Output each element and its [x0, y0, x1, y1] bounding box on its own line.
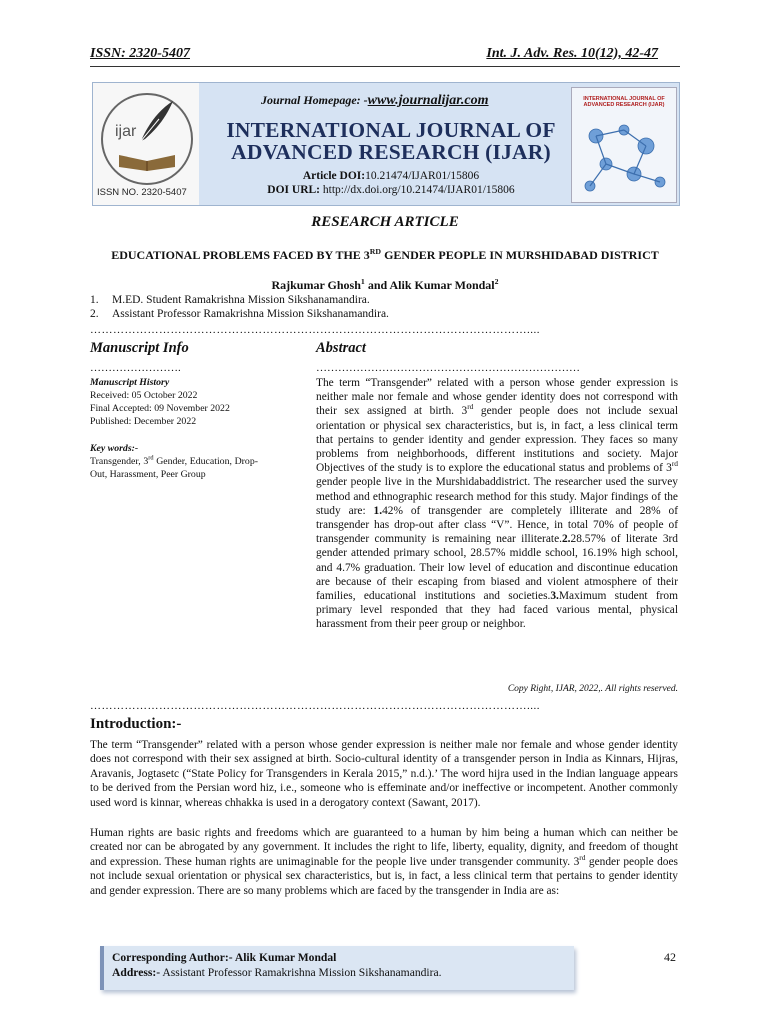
- abstract-heading: Abstract: [316, 340, 366, 356]
- introduction-paragraph-2: [90, 826, 678, 898]
- manuscript-info-heading: Manuscript Info: [90, 340, 189, 356]
- authors: [90, 278, 680, 293]
- history-heading: Manuscript History: [90, 377, 170, 388]
- doi-url-link[interactable]: http://dx.doi.org/10.21474/IJAR01/15806: [322, 184, 515, 196]
- affiliation-1: [90, 294, 370, 306]
- doi-label: Article DOI:: [302, 170, 366, 182]
- journal-title-line1: INTERNATIONAL JOURNAL OF: [226, 118, 556, 142]
- author-2-sup: 2: [494, 277, 499, 286]
- citation-header: Int. J. Adv. Res. 10(12), 42-47: [486, 46, 658, 61]
- abstract-s2: rd: [671, 459, 678, 469]
- corresponding-author: Corresponding Author:- Alik Kumar Mondal: [112, 951, 337, 964]
- separator-bottom: ……………………………………………………………………………………………………....: [90, 700, 540, 712]
- finding-2-marker: 2.: [561, 533, 571, 546]
- homepage-label: Journal Homepage: -: [261, 93, 368, 107]
- header-rule: [90, 66, 680, 67]
- title-part2: GENDER PEOPLE IN MURSHIDABAD DISTRICT: [381, 248, 659, 262]
- homepage-link[interactable]: www.journalijar.com: [367, 93, 489, 108]
- title-sup: RD: [369, 247, 382, 256]
- abstract-t3: gender people live in the Murshidabaddistrict. The researcher used the survey method and ethnographic research method for this study. Major findings of the study are:: [316, 476, 678, 517]
- introduction-paragraph-1: The term “Transgender” related with a person whose gender expression is neither male nor female and whose gender identity does not correspond with their sex assigned at birth. Socio-cultural identity of a transgender person in India as Kinnars, Hijras, Aravanis, Jogtasetc (“State Policy for Transgenders in Kerala 2015,” n.d.).’ The word hijra used in the Indian language appears to be derived from the Persian word hiz, i.e., someone who is effeminate and/or ineffective or incompetent. Another commonly used word is kinnar, whereas chhakka is used in a derogatory context (Sawant, 2017).: [90, 739, 678, 809]
- abstract-t2: gender people does not include sexual orientation or physical sex characteristics, but is, in fact, a less clinical term that pertains to gender identity and gender expression. They faces so many problems from neighborhoods, different institutions and society. Major Objectives of the study is to explore the educational status and problems of 3: [316, 405, 678, 475]
- journal-title: [211, 119, 571, 163]
- logo-issn: ISSN NO. 2320-5407: [97, 187, 187, 198]
- author-and: and: [364, 278, 390, 292]
- keywords: [90, 455, 258, 481]
- affiliation-number: 2.: [90, 308, 99, 320]
- paragraph-2-sup: rd: [579, 853, 586, 863]
- keywords-heading: Key words:-: [90, 443, 139, 454]
- manuscript-info: [90, 376, 258, 481]
- abstract-t5: 28.57% of literate 3rd gender attended primary school, 28.57% middle school, 16.19% high school, and 4.7% graduation. Their low level of education and discontinue education are because of their escaping from biased and violent atmosphere of their families, educational institutions and societies.: [316, 533, 679, 603]
- abstract-t6: Maximum student from primary level responded that they had faced various mental, physical harassment from their peer group or neighbor.: [316, 590, 678, 631]
- address-value: Assistant Professor Ramakrishna Mission Sikshanamandira.: [160, 966, 442, 979]
- received-date: Received: 05 October 2022: [90, 390, 198, 401]
- author-2: Alik Kumar Mondal: [389, 278, 495, 292]
- abstract-t4: 42% of transgender are completely illiterate and 28% of transgender has drop-out after class “V”. Hence, in total 70% of people of transgender community is remaining near illiterate.: [316, 504, 678, 546]
- paragraph-2-part1: Human rights are basic rights and freedoms which are guaranteed to a human by him being a human which can neither be created nor can be abrogated by any government. It includes the right to life, liberty, equality, dignity, and freedom of thought and expression. These human rights are unimaginable for the people live under transgender community. 3: [90, 827, 678, 868]
- abstract-s1: rd: [467, 402, 474, 412]
- title-part1: EDUCATIONAL PROBLEMS FACED BY THE 3: [111, 248, 370, 262]
- finding-1-marker: 1.: [373, 504, 383, 517]
- journal-cover-thumbnail: [571, 87, 677, 203]
- manuscript-info-dots: …………………….: [90, 362, 181, 374]
- affiliation-number: 1.: [90, 294, 99, 306]
- quill-icon: [133, 97, 177, 143]
- cover-title: INTERNATIONAL JOURNAL OF ADVANCED RESEARCH (IJAR): [583, 96, 665, 108]
- page-number: 42: [664, 950, 676, 964]
- author-1-sup: 1: [360, 277, 365, 286]
- abstract-dots: ………………………………………………………………: [316, 362, 580, 374]
- affiliation-text: M.ED. Student Ramakrishna Mission Sikshanamandira.: [112, 294, 370, 306]
- paragraph-2-part2: gender people does not include sexual orientation or physical sex characteristics, but is, in fact, a less clinical term that pertains to gender identity and gender expression. There are so many problems which are faced by the transgender in India are as:: [90, 855, 678, 897]
- copyright: Copy Right, IJAR, 2022,. All rights reserved.: [507, 684, 678, 694]
- author-1: Rajkumar Ghosh: [271, 278, 361, 292]
- affiliation-2: [90, 308, 389, 320]
- affiliation-text: Assistant Professor Ramakrishna Mission Sikshanamandira.: [112, 308, 389, 320]
- doi-url-label: DOI URL:: [267, 184, 321, 196]
- article-type: RESEARCH ARTICLE: [311, 214, 459, 230]
- issn-header: ISSN: 2320-5407: [90, 46, 190, 61]
- doi-block: [211, 169, 571, 197]
- molecule-image-icon: [576, 116, 672, 198]
- doi-value: 10.21474/IJAR01/15806: [365, 170, 480, 182]
- address-label: Address:-: [112, 966, 161, 979]
- corresponding-author-box: [100, 946, 574, 990]
- finding-3-marker: 3.: [550, 590, 559, 603]
- journal-title-line2: ADVANCED RESEARCH (IJAR): [231, 140, 551, 164]
- journal-banner: [92, 82, 680, 206]
- keywords-sup: rd: [148, 454, 154, 462]
- paper-title: [90, 248, 680, 263]
- introduction-heading: Introduction:-: [90, 716, 182, 732]
- keywords-part1: Transgender, 3: [90, 456, 149, 467]
- accepted-date: Final Accepted: 09 November 2022: [90, 403, 230, 414]
- logo-text: ijar: [115, 123, 137, 140]
- abstract-t1: The term “Transgender” related with a person whose gender expression is neither male nor female and whose gender identity does not correspond with their sex assigned at birth. 3: [316, 377, 678, 418]
- published-date: Published: December 2022: [90, 416, 197, 427]
- separator-top: ……………………………………………………………………………………………………....: [90, 324, 540, 336]
- journal-homepage: [261, 93, 489, 109]
- keywords-part2: Gender, Education, Drop-Out, Harassment, Peer Group: [90, 456, 258, 480]
- abstract-text: [316, 376, 678, 632]
- journal-logo: [93, 83, 199, 205]
- book-icon: [117, 147, 177, 171]
